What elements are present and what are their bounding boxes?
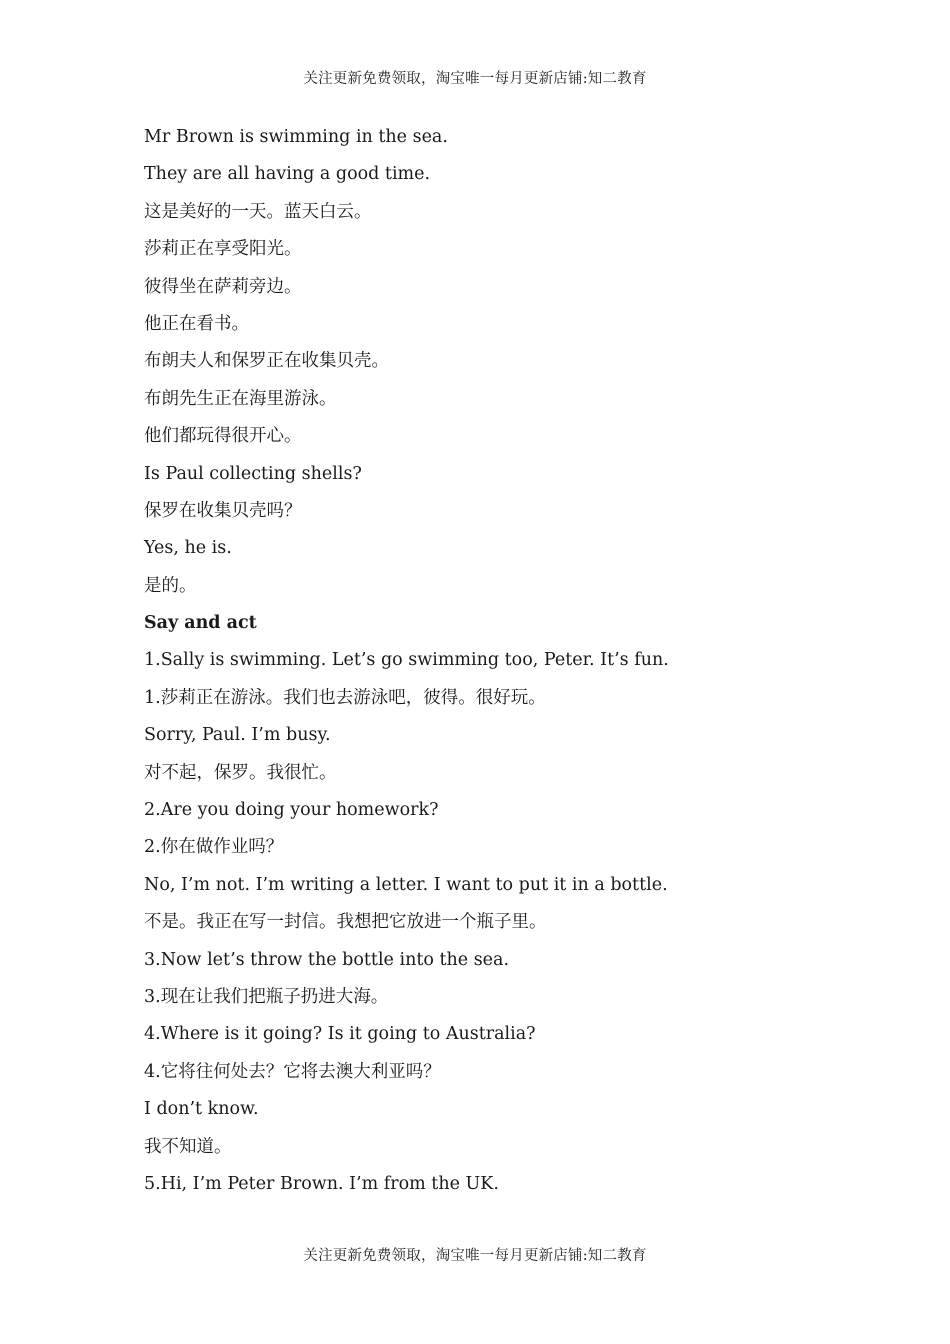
text-line: 我不知道。: [144, 1136, 232, 1157]
text-line: 1.莎莉正在游泳。我们也去游泳吧，彼得。很好玩。: [144, 687, 546, 708]
page-header: 关注更新免费领取，淘宝唯一每月更新店铺:知二教育: [303, 71, 647, 87]
text-line: 他正在看书。: [144, 313, 249, 334]
text-line: 彼得坐在萨莉旁边。: [144, 276, 302, 297]
text-line: 这是美好的一天。蓝天白云。: [144, 201, 372, 222]
text-line: 2.你在做作业吗？: [144, 837, 284, 858]
text-line: 布朗夫人和保罗正在收集贝壳。: [144, 351, 389, 372]
text-line: No, I’m not. I’m writing a letter. I want to put it in a bottle.: [144, 874, 668, 895]
document-body: [144, 124, 824, 1208]
text-line: 莎莉正在享受阳光。: [144, 239, 302, 260]
text-line: 对不起，保罗。我很忙。: [144, 762, 337, 783]
text-line: They are all having a good time.: [144, 164, 431, 185]
text-line: 布朗先生正在海里游泳。: [144, 388, 337, 409]
section-heading: Say and act: [144, 613, 257, 634]
text-line: 1.Sally is swimming. Let’s go swimming too, Peter. It’s fun.: [144, 650, 669, 671]
text-line: 2.Are you doing your homework?: [144, 800, 439, 821]
text-line: Is Paul collecting shells?: [144, 463, 362, 484]
text-line: 是的。: [144, 575, 197, 596]
text-line: Sorry, Paul. I’m busy.: [144, 725, 331, 746]
page-footer: 关注更新免费领取，淘宝唯一每月更新店铺:知二教育: [303, 1248, 647, 1264]
text-line: 4.Where is it going? Is it going to Australia?: [144, 1024, 536, 1045]
text-line: Yes, he is.: [144, 538, 232, 559]
text-line: 5.Hi, I’m Peter Brown. I’m from the UK.: [144, 1173, 499, 1194]
text-line: 不是。我正在写一封信。我想把它放进一个瓶子里。: [144, 912, 547, 933]
text-line: 3.现在让我们把瓶子扔进大海。: [144, 986, 389, 1007]
text-line: Mr Brown is swimming in the sea.: [144, 127, 448, 147]
text-line: 他们都玩得很开心。: [144, 426, 302, 447]
text-line: 保罗在收集贝壳吗？: [144, 500, 302, 521]
text-line: I don’t know.: [144, 1099, 259, 1120]
text-line: 4.它将往何处去？它将去澳大利亚吗？: [144, 1061, 441, 1082]
text-line: 3.Now let’s throw the bottle into the sea.: [144, 949, 510, 970]
